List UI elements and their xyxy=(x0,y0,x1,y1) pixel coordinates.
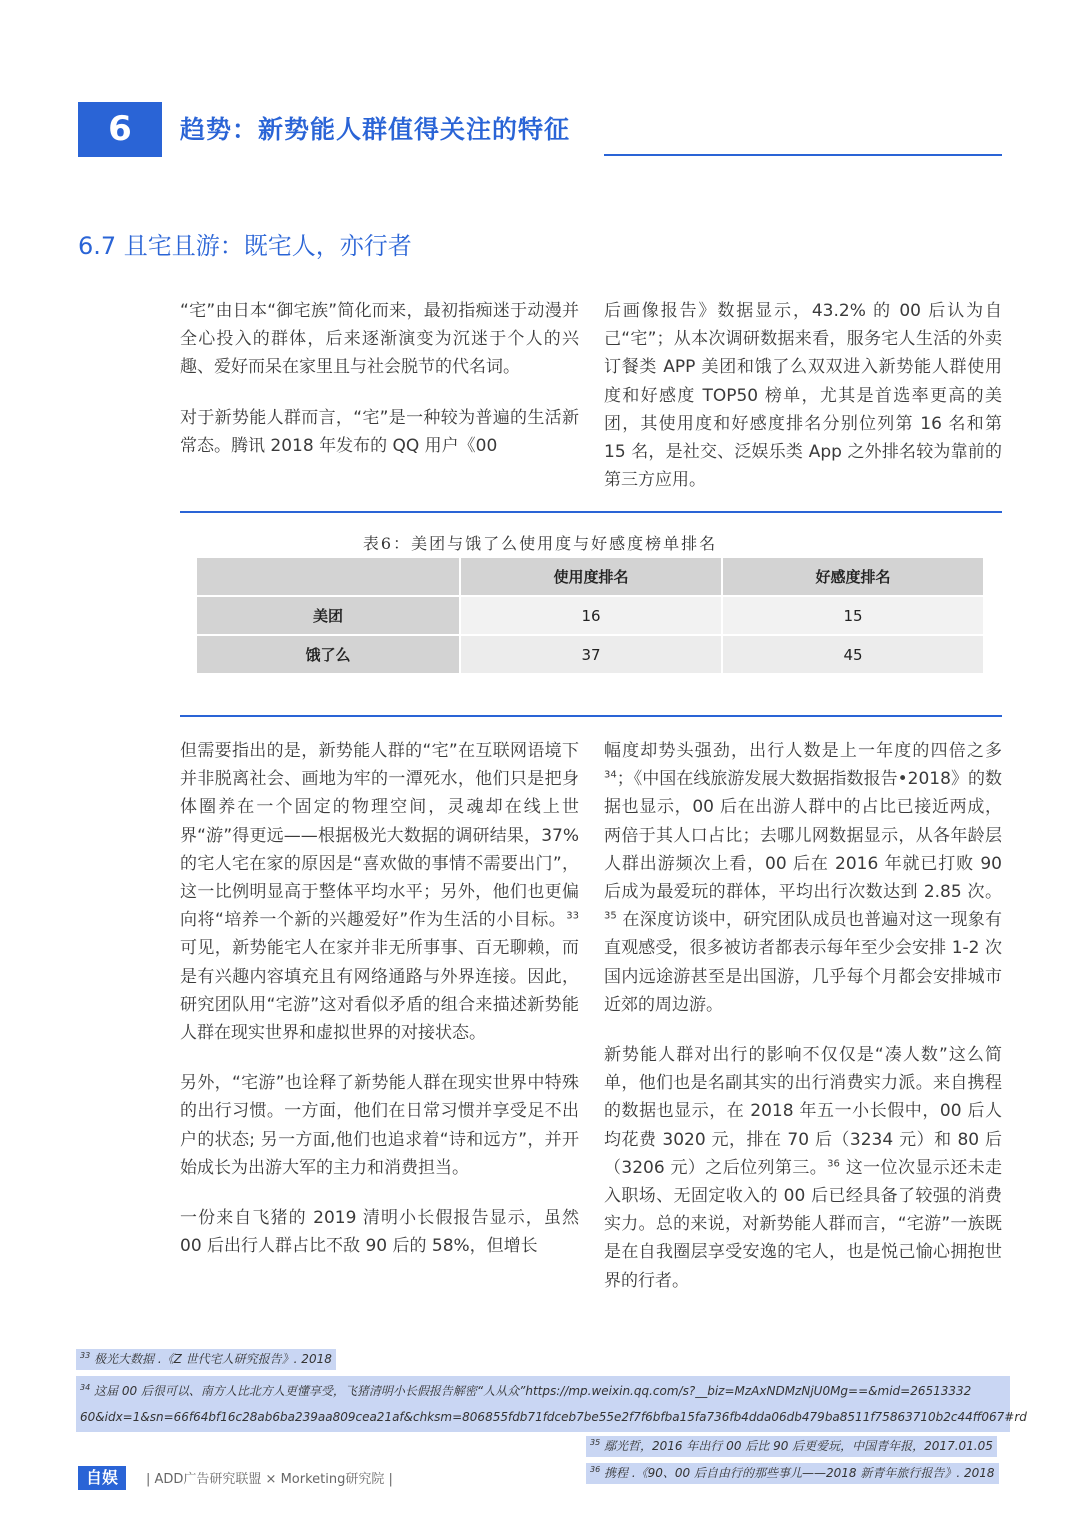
footnote-text: 极光大数据 .《Z 世代宅人研究报告》. 2018 xyxy=(94,1352,332,1366)
paragraph: 后画像报告》数据显示，43.2% 的 00 后认为自己“宅”；从本次调研数据来看，服务宅人生活的外卖订餐类 APP 美团和饿了么双双进入新势能人群使用度和好感度 TOP50 榜单，尤其是首选率更高的美团，其使用度和好感度排名分别位列第 16 名和第 15 名，是社交、泛娱乐类 App 之外排名较为靠前的第三方应用。 xyxy=(604,301,1002,491)
footnote-36 xyxy=(586,1463,999,1484)
footnote-34 xyxy=(76,1376,1027,1432)
paragraph: 另外，“宅游”也诠释了新势能人群在现实世界中特殊的出行习惯。一方面，他们在日常习惯并享受足不出户的状态; 另一方面,他们也追求着“诗和远方”，并开始成长为出游大军的主力和消费担当。 xyxy=(180,1073,579,1178)
text-run: ；《中国在线旅游发展大数据指数报告•2018》的数据也显示，00 后在出游人群中的占比已接近两成，两倍于其人口占比；去哪儿网数据显示，从各年龄层人群出游频次上看，00 后在 2016 年就已打败 90 后成为最爱玩的群体，平均出行次数达到 2.85 次。 xyxy=(604,769,1002,903)
top-left-column xyxy=(180,297,579,482)
paragraph xyxy=(604,1041,1002,1295)
footnote-number: 35 xyxy=(590,1438,601,1447)
table-header-cell xyxy=(197,558,460,596)
paragraph: 一份来自飞猪的 2019 清明小长假报告显示，虽然 00 后出行人群占比不敌 90 后的 58%，但增长 xyxy=(180,1208,579,1257)
row-label: 饿了么 xyxy=(197,635,460,673)
row-label: 美团 xyxy=(197,596,460,635)
text-run: 新势能人群对出行的影响不仅仅是“凑人数”这么简单，他们也是名副其实的出行消费实力派。来自携程的数据也显示，在 2018 年五一小长假中，00 后人均花费 3020 元，排在 70 后（3234 元）和 80 后（3206 元）之后位列第三。 xyxy=(604,1045,1002,1178)
footnote-35 xyxy=(586,1436,997,1457)
paragraph xyxy=(180,737,579,1047)
footnote-ref: 33 xyxy=(566,910,579,922)
footnote-text: 携程 .《90、00 后自由行的那些事儿——2018 新青年旅行报告》. 2018 xyxy=(604,1466,995,1480)
section-heading: 6.7 且宅且游：既宅人，亦行者 xyxy=(78,232,412,260)
footnote-ref: 35 xyxy=(604,910,617,922)
footer-credits: | ADD广告研究联盟 × Morketing研究院 | xyxy=(146,1472,393,1487)
paragraph: “宅”由日本“御宅族”简化而来，最初指痴迷于动漫并全心投入的群体，后来逐渐演变为沉迷于个人的兴趣、爱好而呆在家里且与社会脱节的代名词。 xyxy=(180,301,579,378)
table-bottom-rule xyxy=(180,715,1002,717)
table-caption: 表6：美团与饿了么使用度与好感度榜单排名 xyxy=(362,534,718,553)
text-run: 幅度却势头强劲，出行人数是上一年度的四倍之多 xyxy=(604,741,1002,761)
footnote-number: 34 xyxy=(80,1383,91,1392)
table-row xyxy=(197,635,984,673)
table-header-row xyxy=(197,558,984,596)
table-header-cell: 好感度排名 xyxy=(722,558,984,596)
bottom-right-column xyxy=(604,737,1002,1317)
table-row xyxy=(197,596,984,635)
paragraph xyxy=(604,737,1002,1019)
footnote-text: 鄢光哲，2016 年出行 00 后比 90 后更爱玩，中国青年报，2017.01.05 xyxy=(604,1439,993,1453)
footnote-number: 33 xyxy=(80,1351,91,1360)
footnote-ref: 36 xyxy=(827,1158,840,1170)
table-top-rule xyxy=(180,511,1002,513)
favor-rank-cell: 15 xyxy=(722,596,984,635)
text-run: 在深度访谈中，研究团队成员也普遍对这一现象有直观感受，很多被访者都表示每年至少会安排 1-2 次国内远途游甚至是出国游，几乎每个月都会安排城市近郊的周边游。 xyxy=(604,910,1002,1015)
footnote-text: 这届 00 后很可以、南方人比北方人更懂享受，飞猪清明小长假报告解密“人从众”https://mp.weixin.qq.com/s?__biz=MzAxNDMzNjU0Mg==&mid=26513332 xyxy=(94,1384,972,1398)
chapter-underline xyxy=(78,154,162,157)
footnote-number: 36 xyxy=(590,1465,601,1474)
chapter-title: 趋势：新势能人群值得关注的特征 xyxy=(180,115,571,144)
header-rule xyxy=(604,154,1002,156)
ranking-table xyxy=(197,558,985,673)
usage-rank-cell: 37 xyxy=(460,635,722,673)
bottom-left-column xyxy=(180,737,579,1282)
text-run: 这一位次显示还未走入职场、无固定收入的 00 后已经具备了较强的消费实力。总的来说，对新势能人群而言，“宅游”一族既是在自我圈层享受安逸的宅人，也是悦己愉心拥抱世界的行者。 xyxy=(604,1157,1003,1291)
footnote-ref: 34 xyxy=(604,769,617,781)
chapter-number: 6 xyxy=(78,102,162,156)
footnote-33 xyxy=(76,1349,336,1370)
favor-rank-cell: 45 xyxy=(722,635,984,673)
text-run: 可见，新势能宅人在家并非无所事事、百无聊赖，而是有兴趣内容填充且有网络通路与外界连接。因此，研究团队用“宅游”这对看似矛盾的组合来描述新势能人群在现实世界和虚拟世界的对接状态。 xyxy=(180,938,579,1044)
paragraph: 对于新势能人群而言，“宅”是一种较为普遍的生活新常态。腾讯 2018 年发布的 QQ 用户《00 xyxy=(180,407,579,456)
footnote-url-continued: 60&idx=1&sn=66f64bf16c28ab6ba239aa809cea21af&chksm=806855fdb71fdceb7be55e2f7f6bfba15fa736fb4dda06db479ba8511f75863710b2c44ff067#rd xyxy=(80,1410,1027,1424)
top-right-column xyxy=(604,297,1002,516)
brand-logo: 自娱 xyxy=(78,1466,126,1490)
text-run: 但需要指出的是，新势能人群的“宅”在互联网语境下并非脱离社会、画地为牢的一潭死水，他们只是把身体圈养在一个固定的物理空间，灵魂却在线上世界“游”得更远——根据极光大数据的调研结果，37% 的宅人宅在家的原因是“喜欢做的事情不需要出门”，这一比例明显高于整体平均水平；另外，他们也更偏向将“培养一个新的兴趣爱好”作为生活的小目标。 xyxy=(180,741,579,931)
usage-rank-cell: 16 xyxy=(460,596,722,635)
table-header-cell: 使用度排名 xyxy=(460,558,722,596)
